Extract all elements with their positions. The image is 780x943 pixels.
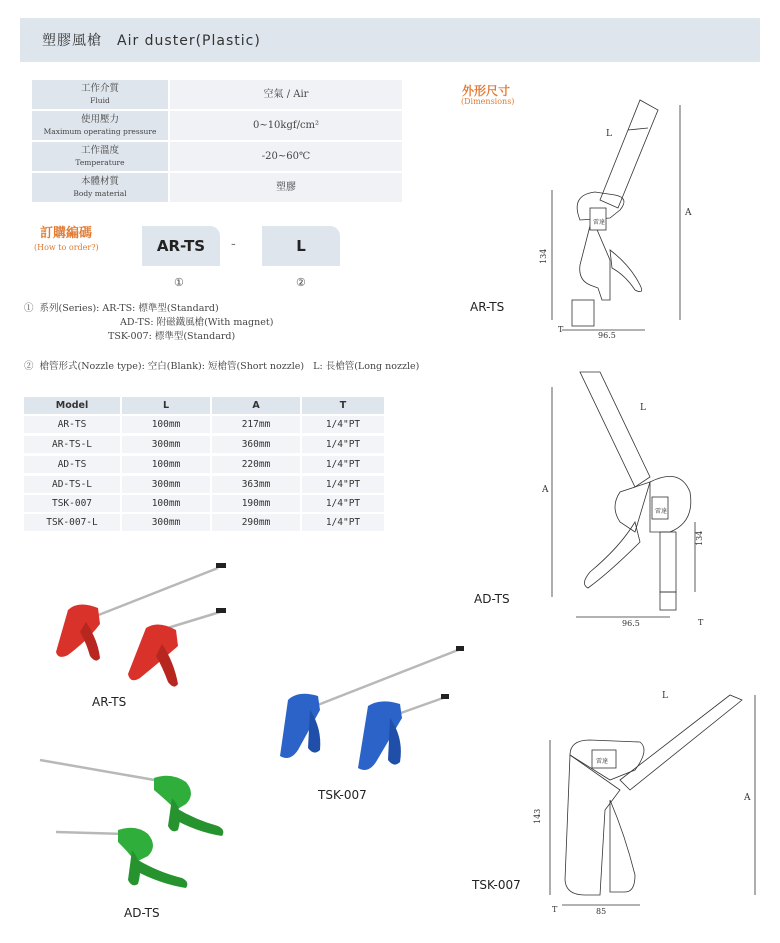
nozzle-outline	[600, 100, 658, 208]
product-photo-ar-ts	[28, 560, 238, 695]
table-cell: AD-TS	[24, 456, 120, 473]
product-label-ad-ts: AD-TS	[124, 906, 160, 920]
product-photo-tsk-007	[258, 640, 473, 780]
table-cell: 1/4"PT	[302, 495, 384, 512]
spec-value: 塑膠	[170, 173, 402, 202]
spec-label-en: Temperature	[75, 158, 125, 167]
table-cell: 300mm	[122, 514, 210, 531]
table-cell: AR-TS-L	[24, 436, 120, 453]
table-cell: AD-TS-L	[24, 476, 120, 493]
spec-label-en: Maximum operating pressure	[43, 127, 157, 136]
product-label-tsk-007: TSK-007	[318, 788, 367, 802]
table-cell: 300mm	[122, 476, 210, 493]
spec-label-zh: 工作介質	[80, 83, 119, 94]
drawing-badge: 雷達	[593, 219, 606, 226]
spec-label-zh: 使用壓力	[80, 114, 119, 125]
drawing-label-ar-ts: AR-TS	[470, 300, 505, 314]
dim-w: 96.5	[622, 619, 640, 628]
spec-row-pressure	[32, 111, 402, 140]
table-cell: 1/4"PT	[302, 476, 384, 493]
table-cell: 363mm	[212, 476, 300, 493]
dimensions-subtitle: (Dimensions)	[461, 97, 515, 106]
model-table-header	[24, 397, 384, 415]
table-row	[24, 456, 384, 474]
order-number-2: ②	[296, 276, 306, 289]
dim-h: 134	[695, 530, 704, 546]
note-series-1: ① 系列(Series): AR-TS: 標準型(Standard)	[24, 303, 219, 314]
table-cell: 220mm	[212, 456, 300, 473]
note-series-3: TSK-007: 標準型(Standard)	[108, 331, 236, 342]
dim-h: 143	[533, 808, 542, 824]
table-row	[24, 476, 384, 494]
dim-l: L	[640, 403, 646, 413]
dim-w: 96.5	[598, 331, 616, 340]
note-nozzle-type: ② 槍管形式(Nozzle type): 空白(Blank): 短槍管(Short nozzle) L: 長槍管(Long nozzle)	[24, 361, 420, 372]
drawing-tsk-007	[530, 670, 770, 920]
spec-value: -20~60℃	[170, 142, 402, 171]
spec-label-zh: 工作溫度	[80, 145, 119, 156]
drawing-label-tsk-007: TSK-007	[472, 878, 521, 892]
table-cell: 1/4"PT	[302, 436, 384, 453]
spec-row-fluid	[32, 80, 402, 109]
drawing-ad-ts	[540, 372, 710, 632]
order-title: 訂購編碼	[40, 226, 93, 241]
table-cell: 290mm	[212, 514, 300, 531]
order-code-series: AR-TS	[142, 226, 220, 266]
table-cell: 100mm	[122, 495, 210, 512]
header-cell: Model	[24, 397, 120, 414]
drawing-ar-ts	[540, 100, 700, 340]
dim-a: A	[685, 208, 692, 218]
spec-value: 0~10kgf/cm²	[170, 111, 402, 140]
table-cell: 100mm	[122, 456, 210, 473]
header-cell: L	[122, 397, 210, 414]
table-row	[24, 416, 384, 434]
spec-row-temperature	[32, 142, 402, 171]
dim-l: L	[662, 691, 668, 701]
drawing-badge: 雷達	[655, 508, 668, 515]
dim-t: T	[558, 325, 564, 334]
dim-h: 134	[539, 248, 548, 264]
page-header	[20, 18, 760, 62]
drawing-label-ad-ts: AD-TS	[474, 592, 510, 606]
table-cell: 300mm	[122, 436, 210, 453]
header-cell: A	[212, 397, 300, 414]
table-cell: 190mm	[212, 495, 300, 512]
dim-t: T	[698, 618, 704, 627]
table-cell: 1/4"PT	[302, 456, 384, 473]
table-row	[24, 436, 384, 454]
table-cell: TSK-007	[24, 495, 120, 512]
product-label-ar-ts: AR-TS	[92, 695, 127, 709]
dim-a: A	[542, 485, 549, 495]
spec-value: 空氣 / Air	[170, 80, 402, 109]
note-series-2: AD-TS: 附磁鐵風槍(With magnet)	[120, 317, 274, 328]
table-row	[24, 514, 384, 532]
order-dash: -	[231, 236, 236, 252]
table-cell: AR-TS	[24, 416, 120, 433]
page-title: 塑膠風槍 Air duster(Plastic)	[42, 33, 261, 49]
drawing-badge: 雷達	[596, 758, 609, 765]
dim-a: A	[744, 793, 751, 803]
order-code-nozzle: L	[262, 226, 340, 266]
spec-label-zh: 本體材質	[80, 176, 119, 187]
product-photo-ad-ts	[36, 750, 236, 900]
spec-label-en: Fluid	[90, 96, 110, 105]
dim-t: T	[552, 905, 558, 914]
spec-row-material	[32, 173, 402, 202]
order-subtitle: (How to order?)	[34, 243, 99, 252]
table-cell: TSK-007-L	[24, 514, 120, 531]
table-cell: 100mm	[122, 416, 210, 433]
dimensions-title: 外形尺寸	[462, 84, 511, 98]
table-cell: 360mm	[212, 436, 300, 453]
order-number-1: ①	[174, 276, 184, 289]
dim-l: L	[606, 129, 612, 139]
table-cell: 1/4"PT	[302, 416, 384, 433]
header-cell: T	[302, 397, 384, 414]
dim-w: 85	[596, 907, 607, 916]
spec-label-en: Body material	[73, 189, 127, 198]
table-cell: 217mm	[212, 416, 300, 433]
table-cell: 1/4"PT	[302, 514, 384, 531]
table-row	[24, 495, 384, 513]
